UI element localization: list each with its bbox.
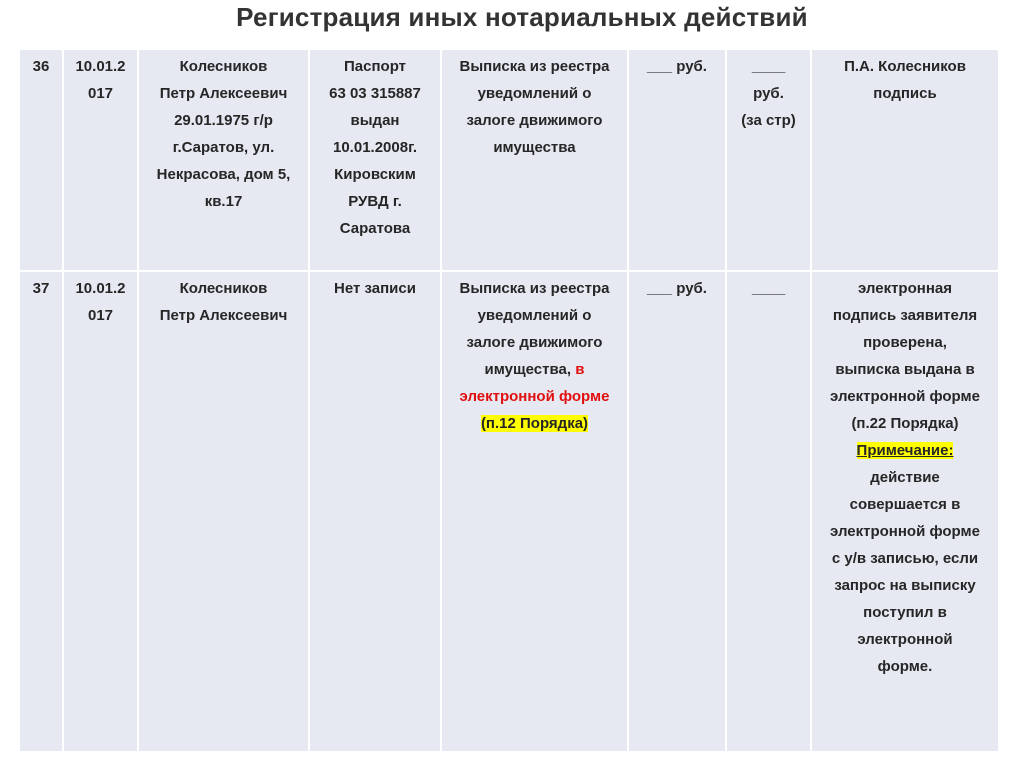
note-label: Примечание: [856, 442, 954, 459]
cell-fee: ___ руб. [628, 271, 726, 752]
cell-date: 10.01.2 017 [63, 271, 138, 752]
cell-fee: ___ руб. [628, 49, 726, 271]
cell-number: 36 [19, 49, 63, 271]
cell-document: Паспорт 63 03 315887 выдан 10.01.2008г. Кировским РУВД г. Саратова [309, 49, 441, 271]
cell-document: Нет записи [309, 271, 441, 752]
cell-tariff: ____ руб. (за стр) [726, 49, 811, 271]
cell-date: 10.01.2 017 [63, 49, 138, 271]
cell-number: 37 [19, 271, 63, 752]
page-title: Регистрация иных нотариальных действий [236, 2, 808, 32]
cell-action: Выписка из реестра уведомлений о залоге движимого имущества [441, 49, 628, 271]
cell-action: Выписка из реестра уведомлений о залоге движимого имущества, в электронной форме (п.12 Порядка) [441, 271, 628, 752]
cell-signature: П.А. Колесников подпись [811, 49, 999, 271]
cell-person: Колесников Петр Алексеевич [138, 271, 309, 752]
cell-signature: электронная подпись заявителя проверена, выписка выдана в электронной форме (п.22 Порядка) Примечание: действие совершается в электронной форме с у/в записью, если запрос на выписку поступил в электронной форме. [811, 271, 999, 752]
highlighted-reference: (п.12 Порядка) [480, 415, 589, 432]
table-row [19, 49, 999, 271]
cell-person: Колесников Петр Алексеевич 29.01.1975 г/р г.Саратов, ул. Некрасова, дом 5, кв.17 [138, 49, 309, 271]
cell-tariff: ____ [726, 271, 811, 752]
action-line-4: имущества, в [484, 361, 585, 378]
registry-table [18, 48, 1000, 753]
table-row [19, 271, 999, 752]
